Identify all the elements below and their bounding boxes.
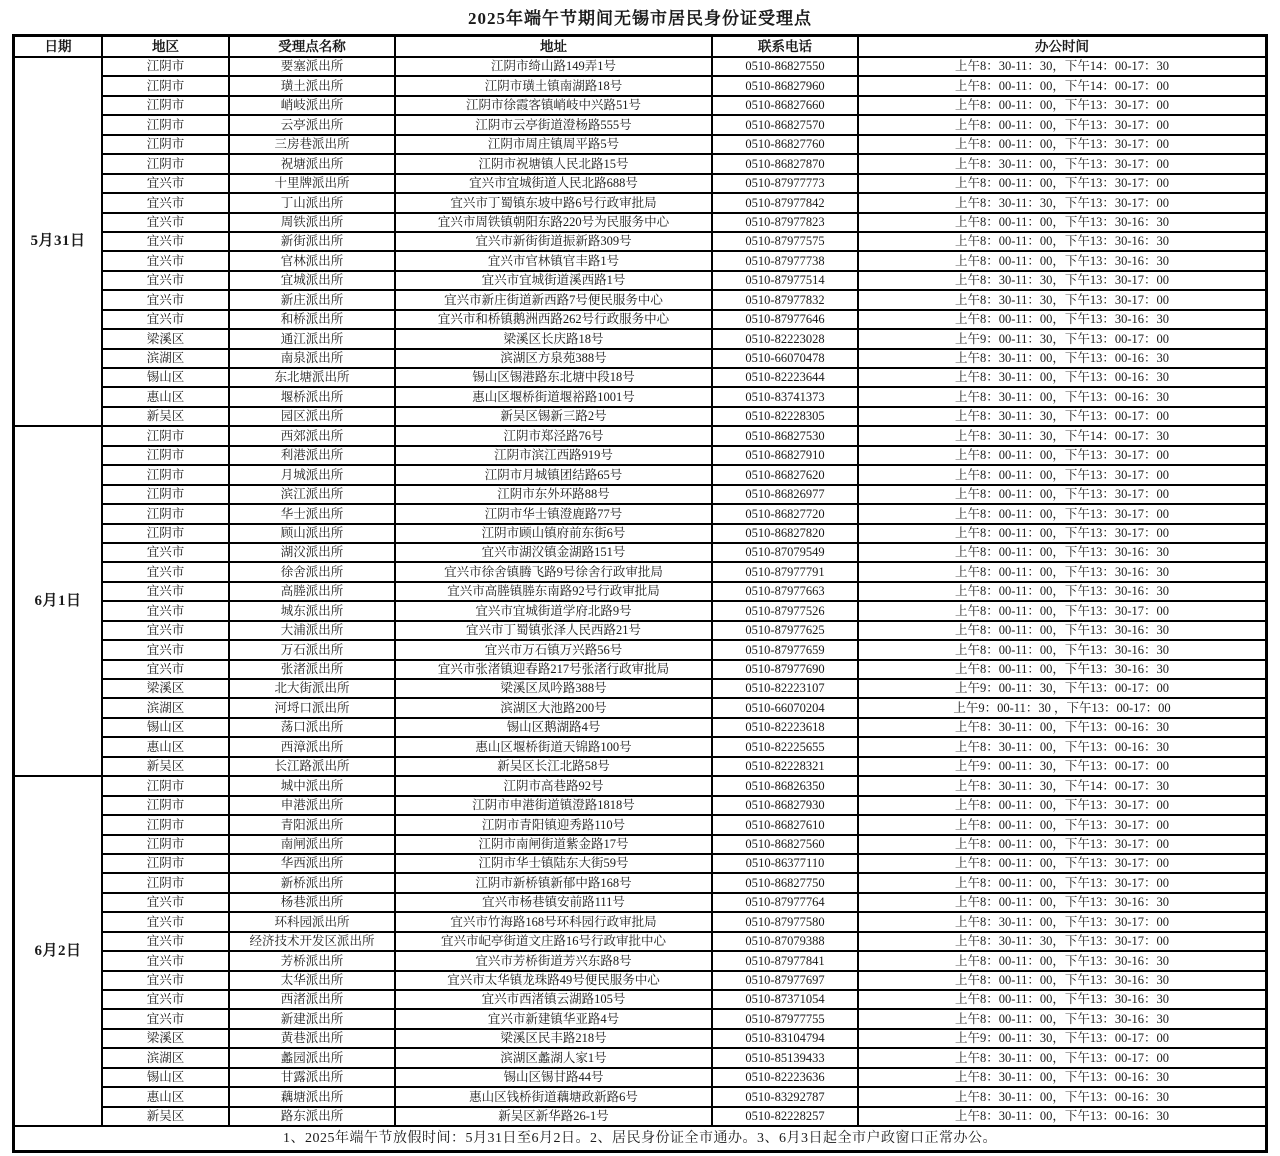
hours-cell: 上午8：00-11：00，下午13：30-17：00 [859,97,1265,114]
district-cell: 江阴市 [103,816,228,833]
station-cell: 南泉派出所 [230,350,394,367]
station-cell: 路东派出所 [230,1108,394,1125]
district-cell: 江阴市 [103,77,228,94]
district-cell: 惠山区 [103,738,228,755]
hours-cell: 上午8：30-11：00，下午13：00-16：30 [859,1108,1265,1125]
phone-cell: 0510-87977580 [713,913,857,930]
address-cell: 宜兴市屺亭街道文庄路16号行政审批中心 [396,933,711,950]
phone-cell: 0510-87079388 [713,933,857,950]
address-cell: 江阴市东外环路88号 [396,486,711,503]
address-cell: 宜兴市竹海路168号环科园行政审批局 [396,913,711,930]
phone-cell: 0510-86827750 [713,874,857,891]
footnote: 1、2025年端午节放假时间：5月31日至6月2日。2、居民身份证全市通办。3、6月3日起全市户政窗口正常办公。 [15,1127,1265,1150]
district-cell: 宜兴市 [103,175,228,192]
address-cell: 江阴市月城镇团结路65号 [396,466,711,483]
phone-cell: 0510-82228321 [713,758,857,775]
district-cell: 宜兴市 [103,952,228,969]
address-cell: 宜兴市周铁镇朝阳东路220号为民服务中心 [396,214,711,231]
district-cell: 宜兴市 [103,913,228,930]
district-cell: 宜兴市 [103,583,228,600]
hours-cell: 上午8：30-11：00，下午13：00-16：30 [859,719,1265,736]
station-cell: 新庄派出所 [230,291,394,308]
address-cell: 江阴市郑泾路76号 [396,427,711,444]
phone-cell: 0510-86826977 [713,486,857,503]
district-cell: 江阴市 [103,874,228,891]
hours-cell: 上午9：00-11：30，下午13：00-17：00 [859,1030,1265,1047]
address-cell: 滨湖区大池路200号 [396,699,711,716]
phone-cell: 0510-87977842 [713,194,857,211]
hours-cell: 上午8：00-11：00，下午13：30-16：30 [859,252,1265,269]
hours-cell: 上午8：30-11：30，下午14：00-17：30 [859,427,1265,444]
hours-cell: 上午8：30-11：00，下午13：00-17：00 [859,1049,1265,1066]
district-cell: 滨湖区 [103,350,228,367]
phone-cell: 0510-87977663 [713,583,857,600]
address-cell: 宜兴市官林镇官丰路1号 [396,252,711,269]
district-cell: 江阴市 [103,466,228,483]
address-cell: 宜兴市杨巷镇安前路111号 [396,894,711,911]
hours-cell: 上午9：00-11：30，下午13：00-17：00 [859,758,1265,775]
phone-cell: 0510-86827570 [713,116,857,133]
district-cell: 梁溪区 [103,330,228,347]
phone-cell: 0510-86827960 [713,77,857,94]
hours-cell: 上午8：00-11：00，下午13：30-17：00 [859,136,1265,153]
station-cell: 芳桥派出所 [230,952,394,969]
hours-cell: 上午8：00-11：00，下午13：30-16：30 [859,233,1265,250]
phone-cell: 0510-83104794 [713,1030,857,1047]
hours-cell: 上午8：00-11：00，下午13：30-17：00 [859,447,1265,464]
address-cell: 江阴市华士镇澄鹿路77号 [396,505,711,522]
phone-cell: 0510-86827660 [713,97,857,114]
hours-cell: 上午8：00-11：00，下午13：30-17：00 [859,175,1265,192]
district-cell: 江阴市 [103,155,228,172]
hours-cell: 上午8：00-11：00，下午13：30-17：00 [859,816,1265,833]
district-cell: 江阴市 [103,855,228,872]
district-cell: 宜兴市 [103,991,228,1008]
phone-cell: 0510-82223107 [713,680,857,697]
station-cell: 甘露派出所 [230,1069,394,1086]
station-cell: 黄巷派出所 [230,1030,394,1047]
district-cell: 江阴市 [103,97,228,114]
station-cell: 河埒口派出所 [230,699,394,716]
district-cell: 新吴区 [103,758,228,775]
phone-cell: 0510-87977625 [713,622,857,639]
station-cell: 月城派出所 [230,466,394,483]
hours-cell: 上午8：00-11：00，下午14：00-17：00 [859,77,1265,94]
district-cell: 宜兴市 [103,194,228,211]
phone-cell: 0510-87977823 [713,214,857,231]
district-cell: 宜兴市 [103,622,228,639]
hours-cell: 上午9：00-11：30 ，下午13：00-17：00 [859,699,1265,716]
address-cell: 宜兴市丁蜀镇张泽人民西路21号 [396,622,711,639]
phone-cell: 0510-86827910 [713,447,857,464]
district-cell: 惠山区 [103,388,228,405]
address-cell: 江阴市南闸街道紫金路17号 [396,836,711,853]
address-cell: 新吴区长江北路58号 [396,758,711,775]
station-cell: 云亭派出所 [230,116,394,133]
hours-cell: 上午8：00-11：00，下午13：30-16：30 [859,972,1265,989]
district-cell: 宜兴市 [103,933,228,950]
district-cell: 锡山区 [103,369,228,386]
phone-cell: 0510-82223636 [713,1069,857,1086]
station-cell: 宜城派出所 [230,272,394,289]
district-cell: 锡山区 [103,719,228,736]
station-cell: 官林派出所 [230,252,394,269]
hours-cell: 上午8：00-11：00，下午13：30-17：00 [859,466,1265,483]
station-cell: 三房巷派出所 [230,136,394,153]
phone-cell: 0510-82228257 [713,1108,857,1125]
address-cell: 新吴区新华路26-1号 [396,1108,711,1125]
hours-cell: 上午8：30-11：00，下午13：00-16：30 [859,1069,1265,1086]
station-cell: 环科园派出所 [230,913,394,930]
phone-cell: 0510-87977755 [713,1010,857,1027]
date-cell: 6月1日 [15,427,101,775]
date-cell: 6月2日 [15,777,101,1125]
hours-cell: 上午8：00-11：00，下午13：30-17：00 [859,602,1265,619]
station-cell: 太华派出所 [230,972,394,989]
district-cell: 宜兴市 [103,544,228,561]
phone-cell: 0510-87977841 [713,952,857,969]
phone-cell: 0510-87977690 [713,661,857,678]
station-cell: 荡口派出所 [230,719,394,736]
address-cell: 江阴市滨江西路919号 [396,447,711,464]
column-header-station: 受理点名称 [230,37,394,56]
station-cell: 东北塘派出所 [230,369,394,386]
address-cell: 江阴市青阳镇迎秀路110号 [396,816,711,833]
station-cell: 丁山派出所 [230,194,394,211]
address-cell: 宜兴市丁蜀镇东坡中路6号行政审批局 [396,194,711,211]
district-cell: 宜兴市 [103,252,228,269]
address-cell: 惠山区钱桥街道藕塘政新路6号 [396,1088,711,1105]
address-cell: 宜兴市高塍镇塍东南路92号行政审批局 [396,583,711,600]
hours-cell: 上午8：30-11：00，下午13：30-17：00 [859,155,1265,172]
phone-cell: 0510-86827930 [713,797,857,814]
address-cell: 宜兴市宜城街道人民北路688号 [396,175,711,192]
hours-cell: 上午8：00-11：00，下午13：30-16：30 [859,214,1265,231]
district-cell: 江阴市 [103,136,228,153]
hours-cell: 上午8：30-11：00，下午13：30-17：00 [859,913,1265,930]
address-cell: 惠山区堰桥街道天锦路100号 [396,738,711,755]
station-cell: 和桥派出所 [230,311,394,328]
phone-cell: 0510-82223618 [713,719,857,736]
phone-cell: 0510-85139433 [713,1049,857,1066]
acceptance-points-table [12,34,1268,1153]
station-cell: 要塞派出所 [230,58,394,75]
hours-cell: 上午8：00-11：00，下午13：30-17：00 [859,505,1265,522]
phone-cell: 0510-87977791 [713,563,857,580]
district-cell: 宜兴市 [103,641,228,658]
district-cell: 江阴市 [103,525,228,542]
hours-cell: 上午8：00-11：00，下午13：30-17：00 [859,874,1265,891]
station-cell: 大浦派出所 [230,622,394,639]
hours-cell: 上午8：30-11：00，下午13：00-16：30 [859,369,1265,386]
district-cell: 江阴市 [103,58,228,75]
district-cell: 宜兴市 [103,311,228,328]
hours-cell: 上午8：00-11：00，下午13：30-17：00 [859,855,1265,872]
address-cell: 江阴市华士镇陆东大街59号 [396,855,711,872]
phone-cell: 0510-87977526 [713,602,857,619]
address-cell: 宜兴市张渚镇迎春路217号张渚行政审批局 [396,661,711,678]
district-cell: 新吴区 [103,1108,228,1125]
station-cell: 园区派出所 [230,408,394,425]
station-cell: 北大街派出所 [230,680,394,697]
district-cell: 宜兴市 [103,291,228,308]
hours-cell: 上午8：00-11：00，下午13：30-17：00 [859,486,1265,503]
hours-cell: 上午8：00-11：00，下午13：30-16：30 [859,563,1265,580]
station-cell: 新建派出所 [230,1010,394,1027]
phone-cell: 0510-87079549 [713,544,857,561]
hours-cell: 上午8：30-11：00，下午13：00-16：30 [859,388,1265,405]
phone-cell: 0510-87977697 [713,972,857,989]
page-title: 2025年端午节期间无锡市居民身份证受理点 [468,9,812,28]
station-cell: 西郊派出所 [230,427,394,444]
station-cell: 新街派出所 [230,233,394,250]
hours-cell: 上午8：00-11：00，下午13：30-16：30 [859,311,1265,328]
address-cell: 江阴市高巷路92号 [396,777,711,794]
station-cell: 滨江派出所 [230,486,394,503]
station-cell: 城东派出所 [230,602,394,619]
address-cell: 宜兴市宜城街道学府北路9号 [396,602,711,619]
address-cell: 江阴市顾山镇府前东街6号 [396,525,711,542]
district-cell: 宜兴市 [103,233,228,250]
district-cell: 宜兴市 [103,1010,228,1027]
hours-cell: 上午8：00-11：00，下午13：30-16：30 [859,583,1265,600]
station-cell: 湖㳇派出所 [230,544,394,561]
hours-cell: 上午8：00-11：00，下午13：30-16：30 [859,1010,1265,1027]
address-cell: 宜兴市新庄街道新西路7号便民服务中心 [396,291,711,308]
district-cell: 惠山区 [103,1088,228,1105]
district-cell: 锡山区 [103,1069,228,1086]
phone-cell: 0510-87977659 [713,641,857,658]
station-cell: 城中派出所 [230,777,394,794]
address-cell: 新吴区锡新三路2号 [396,408,711,425]
address-cell: 江阴市新桥镇新郁中路168号 [396,874,711,891]
station-cell: 张渚派出所 [230,661,394,678]
hours-cell: 上午8：30-11：30，下午13：30-17：00 [859,272,1265,289]
address-cell: 江阴市周庄镇周平路5号 [396,136,711,153]
address-cell: 宜兴市湖㳇镇金湖路151号 [396,544,711,561]
hours-cell: 上午8：30-11：00，下午13：00-16：30 [859,350,1265,367]
address-cell: 江阴市祝塘镇人民北路15号 [396,155,711,172]
phone-cell: 0510-86827720 [713,505,857,522]
phone-cell: 0510-66070204 [713,699,857,716]
district-cell: 江阴市 [103,486,228,503]
station-cell: 华士派出所 [230,505,394,522]
station-cell: 万石派出所 [230,641,394,658]
station-cell: 周铁派出所 [230,214,394,231]
address-cell: 宜兴市芳桥街道芳兴东路8号 [396,952,711,969]
station-cell: 华西派出所 [230,855,394,872]
phone-cell: 0510-87977738 [713,252,857,269]
phone-cell: 0510-87977575 [713,233,857,250]
hours-cell: 上午8：00-11：00，下午13：30-17：00 [859,116,1265,133]
station-cell: 藕塘派出所 [230,1088,394,1105]
address-cell: 宜兴市万石镇万兴路56号 [396,641,711,658]
station-cell: 申港派出所 [230,797,394,814]
station-cell: 通江派出所 [230,330,394,347]
hours-cell: 上午8：00-11：00，下午13：30-16：30 [859,622,1265,639]
address-cell: 滨湖区蠡湖人家1号 [396,1049,711,1066]
column-header-hours: 办公时间 [859,37,1265,56]
station-cell: 堰桥派出所 [230,388,394,405]
station-cell: 西渚派出所 [230,991,394,1008]
station-cell: 蠡园派出所 [230,1049,394,1066]
station-cell: 杨巷派出所 [230,894,394,911]
column-header-phone: 联系电话 [713,37,857,56]
date-cell: 5月31日 [15,58,101,425]
district-cell: 宜兴市 [103,272,228,289]
district-cell: 宜兴市 [103,563,228,580]
hours-cell: 上午8：00-11：00，下午13：30-16：30 [859,952,1265,969]
station-cell: 徐舍派出所 [230,563,394,580]
district-cell: 江阴市 [103,447,228,464]
district-cell: 江阴市 [103,836,228,853]
address-cell: 江阴市申港街道镇澄路1818号 [396,797,711,814]
address-cell: 宜兴市徐舍镇腾飞路9号徐舍行政审批局 [396,563,711,580]
address-cell: 江阴市云亭街道澄杨路555号 [396,116,711,133]
phone-cell: 0510-82223644 [713,369,857,386]
phone-cell: 0510-83741373 [713,388,857,405]
column-header-date: 日期 [15,37,101,56]
phone-cell: 0510-86827560 [713,836,857,853]
station-cell: 西漳派出所 [230,738,394,755]
phone-cell: 0510-86827620 [713,466,857,483]
address-cell: 宜兴市太华镇龙珠路49号便民服务中心 [396,972,711,989]
hours-cell: 上午8：30-11：30，下午13：00-17：00 [859,408,1265,425]
hours-cell: 上午8：00-11：00，下午13：30-16：30 [859,544,1265,561]
hours-cell: 上午9：00-11：30，下午13：00-17：00 [859,680,1265,697]
address-cell: 锡山区锡甘路44号 [396,1069,711,1086]
phone-cell: 0510-87977514 [713,272,857,289]
phone-cell: 0510-87977773 [713,175,857,192]
address-cell: 宜兴市和桥镇鹅洲西路262号行政服务中心 [396,311,711,328]
district-cell: 宜兴市 [103,214,228,231]
address-cell: 宜兴市西渚镇云湖路105号 [396,991,711,1008]
hours-cell: 上午8：00-11：00，下午13：30-16：30 [859,991,1265,1008]
address-cell: 锡山区锡港路东北塘中段18号 [396,369,711,386]
district-cell: 江阴市 [103,797,228,814]
station-cell: 南闸派出所 [230,836,394,853]
district-cell: 江阴市 [103,427,228,444]
hours-cell: 上午8：30-11：30，下午14：00-17：30 [859,777,1265,794]
address-cell: 宜兴市新建镇华亚路4号 [396,1010,711,1027]
district-cell: 江阴市 [103,505,228,522]
district-cell: 滨湖区 [103,1049,228,1066]
hours-cell: 上午8：00-11：00，下午13：30-16：30 [859,661,1265,678]
district-cell: 宜兴市 [103,972,228,989]
phone-cell: 0510-82225655 [713,738,857,755]
hours-cell: 上午8：00-11：00，下午13：30-17：00 [859,797,1265,814]
address-cell: 梁溪区长庆路18号 [396,330,711,347]
address-cell: 江阴市绮山路149弄1号 [396,58,711,75]
phone-cell: 0510-86827820 [713,525,857,542]
address-cell: 滨湖区方泉苑388号 [396,350,711,367]
phone-cell: 0510-83292787 [713,1088,857,1105]
hours-cell: 上午8：00-11：00，下午13：30-17：00 [859,525,1265,542]
phone-cell: 0510-86827760 [713,136,857,153]
district-cell: 滨湖区 [103,699,228,716]
phone-cell: 0510-86827610 [713,816,857,833]
address-cell: 梁溪区民丰路218号 [396,1030,711,1047]
district-cell: 梁溪区 [103,680,228,697]
station-cell: 璜土派出所 [230,77,394,94]
district-cell: 新吴区 [103,408,228,425]
phone-cell: 0510-86377110 [713,855,857,872]
phone-cell: 0510-86827550 [713,58,857,75]
district-cell: 宜兴市 [103,894,228,911]
address-cell: 江阴市徐霞客镇峭岐中兴路51号 [396,97,711,114]
district-cell: 宜兴市 [103,661,228,678]
station-cell: 祝塘派出所 [230,155,394,172]
station-cell: 新桥派出所 [230,874,394,891]
station-cell: 十里牌派出所 [230,175,394,192]
district-cell: 梁溪区 [103,1030,228,1047]
phone-cell: 0510-87371054 [713,991,857,1008]
phone-cell: 0510-87977832 [713,291,857,308]
address-cell: 锡山区鹅湖路4号 [396,719,711,736]
address-cell: 惠山区堰桥街道堰裕路1001号 [396,388,711,405]
column-header-address: 地址 [396,37,711,56]
column-header-district: 地区 [103,37,228,56]
phone-cell: 0510-86827870 [713,155,857,172]
hours-cell: 上午8：30-11：30，下午13：30-17：00 [859,291,1265,308]
hours-cell: 上午8：00-11：00，下午13：30-17：00 [859,836,1265,853]
hours-cell: 上午8：30-11：30，下午14：00-17：30 [859,58,1265,75]
station-cell: 顾山派出所 [230,525,394,542]
phone-cell: 0510-86827530 [713,427,857,444]
phone-cell: 0510-82223028 [713,330,857,347]
address-cell: 宜兴市宜城街道溪西路1号 [396,272,711,289]
station-cell: 经济技术开发区派出所 [230,933,394,950]
hours-cell: 上午8：00-11：00，下午13：30-16：30 [859,894,1265,911]
district-cell: 江阴市 [103,116,228,133]
hours-cell: 上午8：30-11：00，下午13：00-16：30 [859,738,1265,755]
address-cell: 梁溪区凤吟路388号 [396,680,711,697]
phone-cell: 0510-86826350 [713,777,857,794]
station-cell: 高塍派出所 [230,583,394,600]
station-cell: 峭岐派出所 [230,97,394,114]
address-cell: 宜兴市新街街道振新路309号 [396,233,711,250]
district-cell: 宜兴市 [103,602,228,619]
phone-cell: 0510-87977646 [713,311,857,328]
phone-cell: 0510-87977764 [713,894,857,911]
hours-cell: 上午8：00-11：00，下午13：30-16：30 [859,641,1265,658]
phone-cell: 0510-82228305 [713,408,857,425]
station-cell: 青阳派出所 [230,816,394,833]
hours-cell: 上午8：30-11：00，下午13：00-16：30 [859,1088,1265,1105]
phone-cell: 0510-66070478 [713,350,857,367]
address-cell: 江阴市璜土镇南湖路18号 [396,77,711,94]
district-cell: 江阴市 [103,777,228,794]
station-cell: 利港派出所 [230,447,394,464]
hours-cell: 上午8：30-11：30，下午13：30-17：00 [859,933,1265,950]
hours-cell: 上午8：30-11：30，下午13：30-17：00 [859,194,1265,211]
hours-cell: 上午9：00-11：30，下午13：00-17：00 [859,330,1265,347]
station-cell: 长江路派出所 [230,758,394,775]
